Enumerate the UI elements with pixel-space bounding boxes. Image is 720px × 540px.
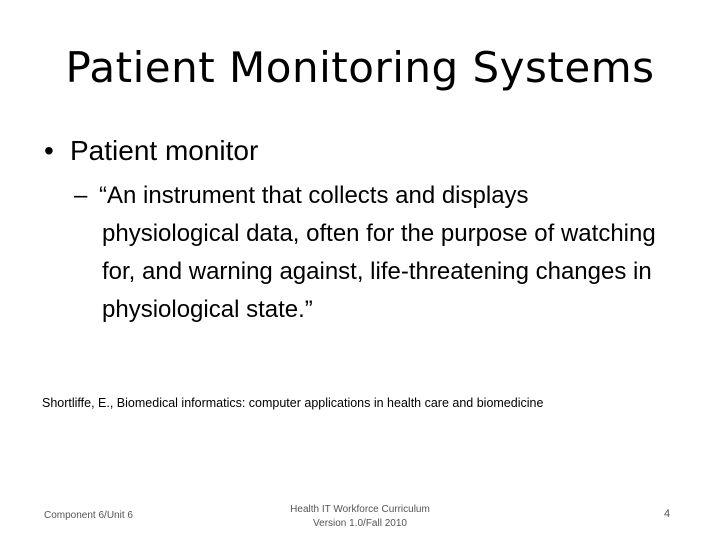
citation: Shortliffe, E., Biomedical informatics: computer applications in health care and biomedicine: [42, 396, 544, 410]
sub-bullet-marker: –: [74, 182, 88, 209]
bullet-marker: •: [44, 135, 54, 166]
sub-bullet-definition: [74, 177, 664, 329]
slide-title: Patient Monitoring Systems: [65, 43, 655, 92]
sub-bullet-text: “An instrument that collects and displays physiological data, often for the purpose of watching for, and warning against, life-threatening changes in physiological state.”: [99, 182, 656, 323]
footer-component-unit: Component 6/Unit 6: [44, 510, 133, 521]
footer-curriculum: [260, 503, 460, 531]
bullet-text: Patient monitor: [70, 135, 259, 166]
page-number: 4: [664, 508, 671, 520]
footer-curriculum-line2: Version 1.0/Fall 2010: [313, 518, 407, 529]
bullet-patient-monitor: [44, 133, 684, 169]
footer-curriculum-line1: Health IT Workforce Curriculum: [290, 504, 430, 515]
